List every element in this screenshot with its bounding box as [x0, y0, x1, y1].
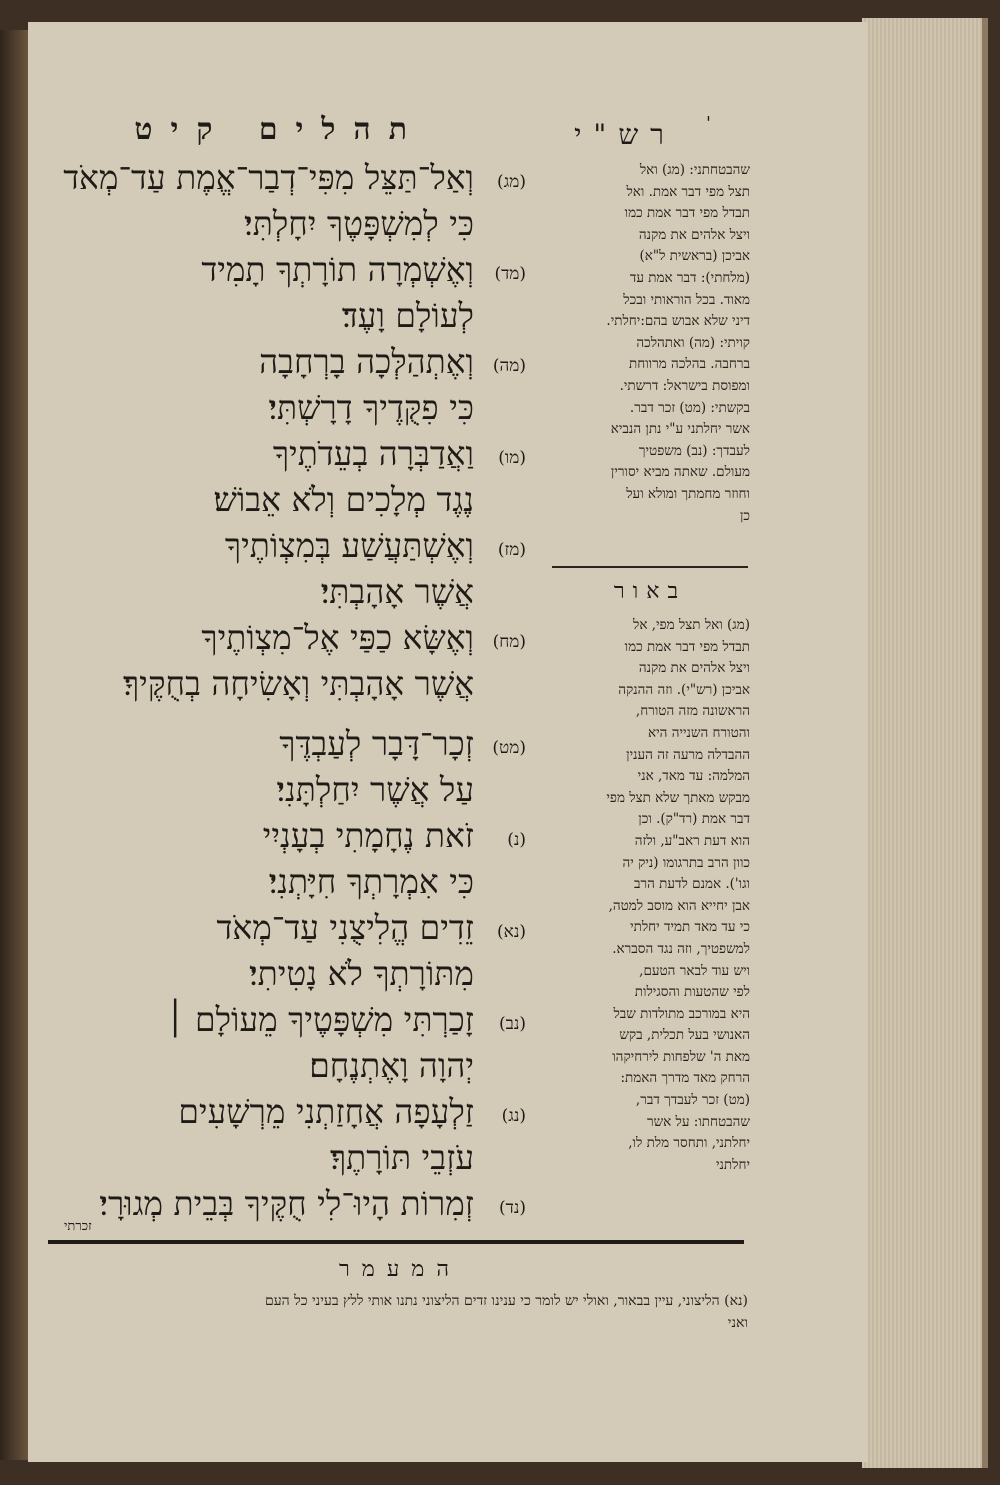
- verse-text: וַאֲדַבְּרָה בְעֵדֹתֶיךָ: [272, 434, 474, 473]
- verse-text: כִּי פִקֻּדֶיךָ דָרָשְׁתִּי׃: [268, 388, 474, 427]
- rashi-commentary: [550, 160, 750, 527]
- verse-line: [48, 155, 526, 201]
- rashi-line: קויתי: (מה) ואתהלכה: [636, 334, 750, 351]
- rashi-line: דיני שלא אבוש בהם:יחלתי.: [606, 313, 750, 330]
- meamer-notes: [48, 1290, 748, 1334]
- verse-text: נֶגֶד מְלָכִים וְלֹא אֵבוֹשׁ׃: [213, 480, 474, 519]
- verse-number: (נא): [497, 922, 526, 942]
- biur-line: וגו'). אמנם לדעת הרב: [633, 876, 750, 893]
- biur-line: היא במורכב מתולדות שבל: [613, 1005, 750, 1022]
- verse-line: [48, 247, 526, 293]
- catchword: זכרתי: [64, 1219, 92, 1234]
- rashi-line: תבדל מפי דבר אמת כמו: [624, 205, 750, 222]
- verse-text: אֲשֶׁר אָהָבְתִּי וְאָשִׂיחָה בְחֻקֶּיךָ׃: [122, 664, 474, 703]
- verse-text: זְכָר־דָּבָר לְעַבְדֶּךָ: [279, 724, 474, 763]
- verse-number: (מג): [497, 172, 526, 192]
- biur-line: למשפטיך, וזה נגד הסברא.: [612, 940, 750, 957]
- verse-line: [48, 951, 526, 997]
- header-mark: ': [706, 113, 711, 134]
- verse-line: [48, 339, 526, 385]
- verse-line: [48, 1089, 526, 1135]
- rashi-line: אביכן (בראשית ל"א): [639, 248, 750, 265]
- biur-line: יחלתני, ותחסר מלת לו,: [628, 1135, 750, 1152]
- rashi-line: מאוד. בכל הוראותי ובכל: [623, 291, 750, 308]
- verse-number: (מו): [498, 448, 526, 468]
- biur-line: האנושי בעל תכלית, בקש: [619, 1027, 750, 1044]
- rashi-line: ויצל אלהים את מקנה: [638, 226, 750, 243]
- biur-line: מאת ה' שלפחות לירחיקהו: [612, 1048, 750, 1065]
- divider-rule: [552, 566, 748, 568]
- rashi-line: אשר יחלתני ע"י נתן הנביא: [610, 421, 750, 438]
- rashi-column-title: רש"י: [574, 118, 676, 151]
- verse-text: יְהוָה וָאֶתְנֶחָם׃: [309, 1046, 474, 1085]
- verse-text: מִתּוֹרָתְךָ לֹא נָטִיתִי׃: [249, 954, 474, 993]
- verse-line: [48, 1181, 526, 1227]
- biur-line: ויש עוד לבאר הטעם,: [639, 962, 750, 979]
- verse-line: [48, 905, 526, 951]
- rashi-line: ברחבה. בהלכה מרווחת: [629, 356, 750, 373]
- rashi-line: שהבטחתני: (מג) ואל: [639, 162, 750, 178]
- verse-text: אֲשֶׁר אָהָבְתִּי׃: [320, 572, 474, 611]
- biur-line: דבר אמת (רד"ק). וכן: [638, 811, 750, 828]
- verse-text: וְאֶתְהַלְּכָה בָרְחָבָה: [259, 342, 474, 381]
- verse-number: (נד): [499, 1198, 526, 1218]
- biur-line: ויצל אלהים את מקנה: [638, 660, 750, 677]
- biur-line: (מט) זכר לעבדך דבר,: [635, 1092, 750, 1109]
- rashi-line: ומפוסת בישראל: דרשתי.: [619, 377, 750, 394]
- verse-text: לְעוֹלָם וָעֶד׃: [341, 296, 474, 335]
- biur-line: הראשונה מזה הטורח,: [635, 703, 750, 720]
- biur-line: אבן יחייא הוא מוסב למטה,: [608, 897, 750, 914]
- biur-line: לפי שהטעות והסגילות: [634, 984, 750, 1001]
- verse-line: [48, 293, 526, 339]
- verse-line: [48, 523, 526, 569]
- verse-line: [48, 615, 526, 661]
- verse-number: (נג): [501, 1106, 526, 1126]
- verse-number: (מד): [494, 264, 526, 284]
- verse-text: זָכַרְתִּי מִשְׁפָּטֶיךָ מֵעוֹלָם ׀: [165, 1000, 474, 1039]
- rashi-line: בקשתי: (מט) זכר דבר.: [629, 399, 750, 416]
- verse-text: וְאֶשָּׂא כַפַּי אֶל־מִצְוֹתֶיךָ: [201, 618, 474, 657]
- verse-text: עֹזְבֵי תּוֹרָתֶךָ׃: [329, 1138, 474, 1177]
- verse-line: [48, 201, 526, 247]
- verse-number: (נב): [499, 1014, 526, 1034]
- verse-text: זַלְעָפָה אֲחָזַתְנִי מֵרְשָׁעִים: [178, 1092, 474, 1131]
- meamer-line: (נא) הליצוני, עיין בבאור, ואולי יש לומר כי ענינו זדים הליצוני נתנו אותי ללץ בעיני כל העם: [265, 1293, 748, 1309]
- verse-line: [48, 385, 526, 431]
- biur-line: יחלתני: [715, 1156, 750, 1173]
- biur-line: שהבטחתו: על אשר: [646, 1113, 750, 1130]
- verse-line: [48, 1135, 526, 1181]
- verse-number: (מח): [492, 632, 526, 652]
- rashi-line: תצל מפי דבר אמת. ואל: [626, 183, 750, 200]
- verse-text: וְאֶשְׁתַּעֲשַׁע בְּמִצְוֹתֶיךָ: [224, 526, 474, 565]
- biur-line: (מג) ואל תצל מפי, אל: [633, 617, 750, 633]
- rashi-line: וחוזר מחמתך ומולא ועל: [626, 485, 750, 502]
- meamer-title: המעמר: [339, 1257, 461, 1282]
- biur-line: הוא דעת ראב"ע, ולזה: [634, 832, 750, 849]
- verse-text: כִּי לְמִשְׁפָּטֶךָ יִחָלְתִּי׃: [244, 204, 474, 243]
- meamer-line: ואני: [727, 1315, 748, 1331]
- biur-line: מבקש מאתך שלא תצל מפי: [606, 789, 750, 806]
- biur-line: הרחק מאד מדרך האמת:: [620, 1070, 750, 1087]
- verse-line: [48, 767, 526, 813]
- verse-line: [48, 661, 526, 707]
- rashi-line: מעולם. שאתה מביא יסורין: [610, 464, 750, 481]
- verse-text: זֹאת נֶחָמָתִי בְעָנְיִי: [262, 816, 474, 855]
- verse-line: [48, 997, 526, 1043]
- verse-line: [48, 859, 526, 905]
- biur-line: המלמה: עד מאד, אני: [637, 768, 750, 785]
- verse-number: (מט): [492, 738, 526, 758]
- verse-text: וְאַל־תַּצֵּל מִפִּי־דְבַר־אֱמֶת עַד־מְאֹד: [63, 158, 474, 197]
- verse-line: [48, 1043, 526, 1089]
- verse-text: זֵדִים הֱלִיצֻנִי עַד־מְאֹד: [216, 908, 474, 947]
- book-spine: [0, 30, 28, 1460]
- rashi-line: כן: [739, 507, 750, 524]
- verse-line: [48, 813, 526, 859]
- verse-line: [48, 721, 526, 767]
- verse-text: כִּי אִמְרָתְךָ חִיָּתְנִי׃: [268, 862, 474, 901]
- footer-rule: [48, 1240, 744, 1244]
- verse-text: עַל אֲשֶׁר יִחַלְתָּנִי׃: [276, 770, 474, 809]
- verse-number: (נ): [507, 830, 526, 850]
- biur-line: כוון הרב בתרגומו (ניק יה: [622, 854, 750, 871]
- verse-text: זְמִרוֹת הָיוּ־לִי חֻקֶּיךָ בְּבֵית מְגוּרָי׃: [99, 1184, 474, 1223]
- rashi-line: לעבדך: (נב) משפטיך: [638, 442, 750, 459]
- biur-title: באור: [613, 579, 687, 604]
- verse-number: (מז): [497, 540, 526, 560]
- biur-line: אביכן (רש"י). וזה ההנקה: [618, 681, 750, 698]
- biur-line: והטורח השנייה היא: [648, 724, 750, 741]
- verse-text: וְאֶשְׁמְרָה תוֹרָתְךָ תָמִיד: [201, 250, 474, 289]
- verse-number: (מה): [492, 356, 526, 376]
- rashi-line: (מלחתי): דבר אמת עד: [629, 269, 750, 286]
- verse-line: [48, 431, 526, 477]
- psalm-verses: [48, 155, 526, 1227]
- verse-gap: [48, 707, 526, 721]
- biur-line: תבדל מפי דבר אמת כמו: [624, 638, 750, 655]
- biur-line: ההבדלה מרעה זה הענין: [626, 746, 750, 763]
- biur-commentary: [550, 615, 750, 1176]
- page-edges: [862, 18, 988, 1468]
- page-title: תהלים קיט: [134, 112, 425, 147]
- verse-line: [48, 569, 526, 615]
- verse-line: [48, 477, 526, 523]
- biur-line: כי עד מאד תמיד יחלתי: [630, 919, 750, 936]
